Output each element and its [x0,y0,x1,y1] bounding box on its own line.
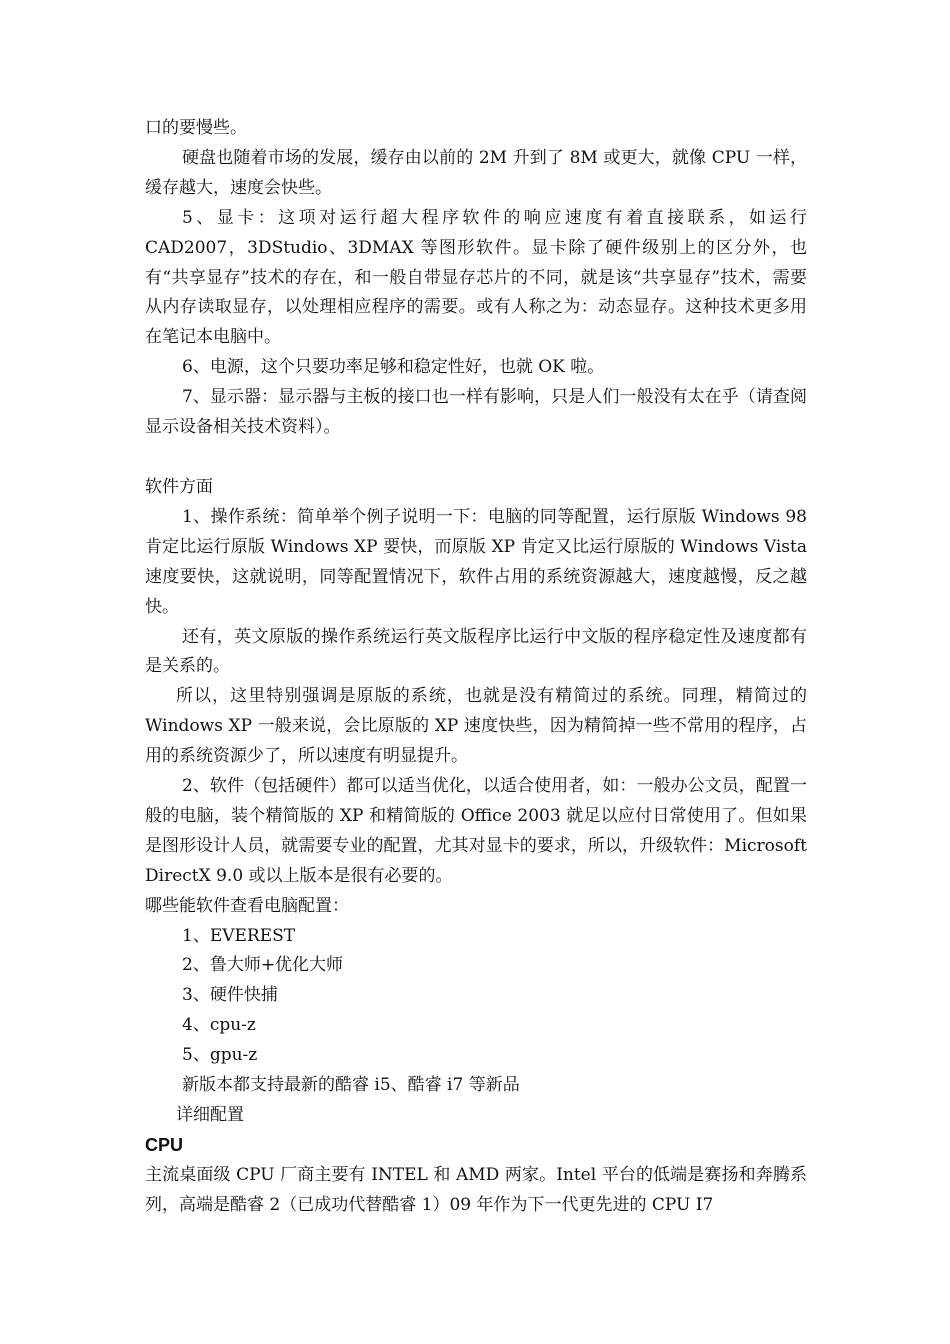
paragraph-monitor: 7、显示器：显示器与主板的接口也一样有影响，只是人们一般没有太在乎（请查阅显示设备相关技术资料）。 [145,387,807,438]
tool-list [145,922,807,1101]
document-page [145,114,807,1221]
paragraph-graphics-card: 5、显卡：这项对运行超大程序软件的响应速度有着直接联系，如运行 CAD2007，3DStudio、3DMAX 等图形软件。显卡除了硬件级别上的区分外，也有“共享显存”技术的存在，和一般自带显存芯片的不同，就是该“共享显存”技术，需要从内存读取显存，以处理相应程序的需要。或有人称之为：动态显存。这种技术更多用在笔记本电脑中。 [145,207,807,348]
list-item: 2、鲁大师+优化大师 [182,955,344,976]
paragraph-power-supply: 6、电源，这个只要功率足够和稳定性好，也就 OK 啦。 [182,357,605,378]
blank-line [145,443,807,473]
list-item: 5、gpu-z [182,1045,258,1066]
paragraph-english-version: 还有，英文原版的操作系统运行英文版程序比运行中文版的程序稳定性及速度都有是关系的。 [145,626,807,677]
paragraph-software-optimization: 2、软件（包括硬件）都可以适当优化，以适合使用者，如：一般办公文员，配置一般的电脑，装个精简版的 XP 和精简版的 Office 2003 就足以应付日常使用了。但如果是图形设计人员，就需要专业的配置，尤其对显卡的要求，所以，升级软件：Microsoft DirectX 9.0 或以上版本是很有必要的。 [145,776,807,886]
section-heading-cpu: CPU [145,1134,184,1155]
paragraph-new-version-note: 新版本都支持最新的酷睿 i5、酷睿 i7 等新品 [182,1075,520,1096]
paragraph-original-system: 所以，这里特别强调是原版的系统，也就是没有精简过的系统。同理，精简过的 Windows XP 一般来说，会比原版的 XP 速度快些，因为精简掉一些不常用的程序，占用的系统资源少了，所以速度有明显提升。 [145,686,807,767]
list-item: 1、EVEREST [182,925,296,946]
section-heading-software: 软件方面 [145,476,213,497]
detail-config-block [145,1101,807,1131]
paragraph-hard-disk: 硬盘也随着市场的发展，缓存由以前的 2M 升到了 8M 或更大，就像 CPU 一样，缓存越大，速度会快些。 [145,147,807,198]
list-item: 4、cpu-z [182,1015,256,1036]
paragraph-intro-fragment: 口的要慢些。 [145,118,247,138]
paragraph-operating-system: 1、操作系统：简单举个例子说明一下：电脑的同等配置，运行原版 Windows 98 肯定比运行原版 Windows XP 要快，而原版 XP 肯定又比运行原版的 Windows Vista 速度要快，这就说明，同等配置情况下，软件占用的系统资源越大，速度越慢，反之越快。 [145,506,807,617]
paragraph-cpu-vendors: 主流桌面级 CPU 厂商主要有 INTEL 和 AMD 两家。Intel 平台的低端是赛扬和奔腾系列，高端是酷睿 2（已成功代替酷睿 1）09 年作为下一代更先进的 CPU I7 [145,1164,807,1215]
list-item: 3、硬件快捕 [182,985,278,1006]
section-heading-detailed-config: 详细配置 [176,1105,244,1125]
paragraph-tools-intro: 哪些能软件查看电脑配置： [145,895,349,916]
